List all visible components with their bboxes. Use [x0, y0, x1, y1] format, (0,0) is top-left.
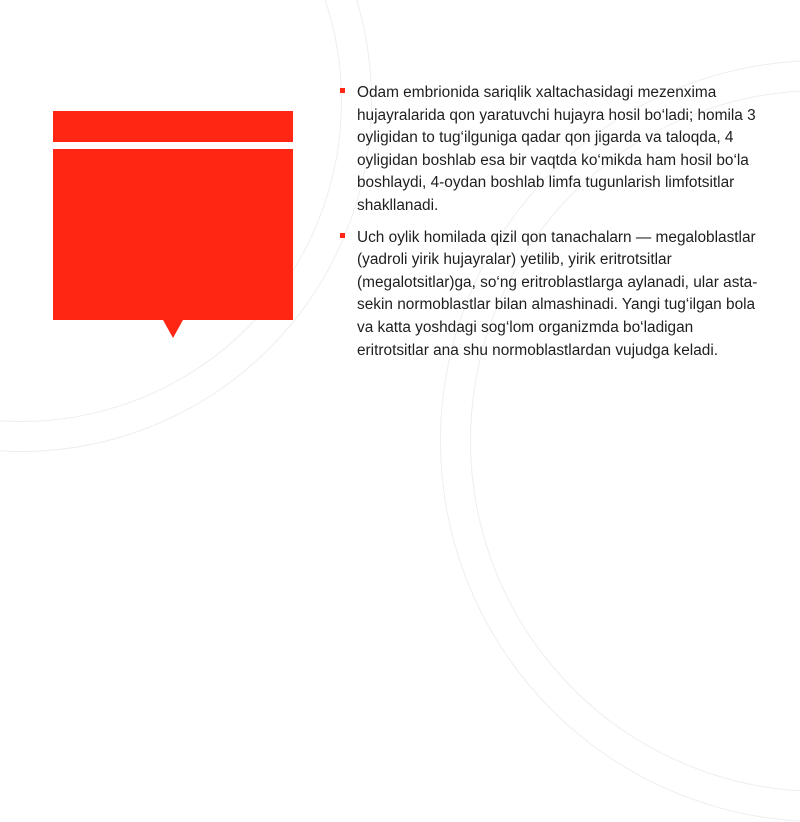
slide-content: [340, 82, 760, 371]
callout-header-bar: [53, 111, 293, 142]
square-bullet-icon: [340, 233, 345, 238]
bullet-text: Uch oylik homilada qizil qon tanachalarn — megaloblastlar (yadroli yirik hujayralar) yetilib, yirik eritrotsitlar (megalotsitlar)ga, so‘ng eritroblastlarga aylanadi, ular asta-sekin normoblastlar bilan almashinadi. Yangi tug‘ilgan bola va katta yoshdagi sog‘lom organizmda bo‘ladigan eritrotsitlar ana shu normoblastlardan vujudga keladi.: [357, 228, 758, 359]
bullet-item: [340, 227, 760, 363]
bullet-text: Odam embrionida sariqlik xaltachasidagi mezenxima hujayralarida qon yaratuvchi hujayra hosil bo‘ladi; homila 3 oyligidan to tug‘ilguniga qadar qon jigarda va taloqda, 4 oyligidan boshlab esa bir vaqtda ko‘mikda ham hosil bo‘la boshlaydi, 4-oydan boshlab limfa tugunlarish limfotsitlar shakllanadi.: [357, 84, 756, 214]
square-bullet-icon: [340, 88, 345, 93]
callout-box: [53, 149, 293, 320]
bullet-item: [340, 82, 760, 218]
callout-pointer: [163, 320, 183, 338]
